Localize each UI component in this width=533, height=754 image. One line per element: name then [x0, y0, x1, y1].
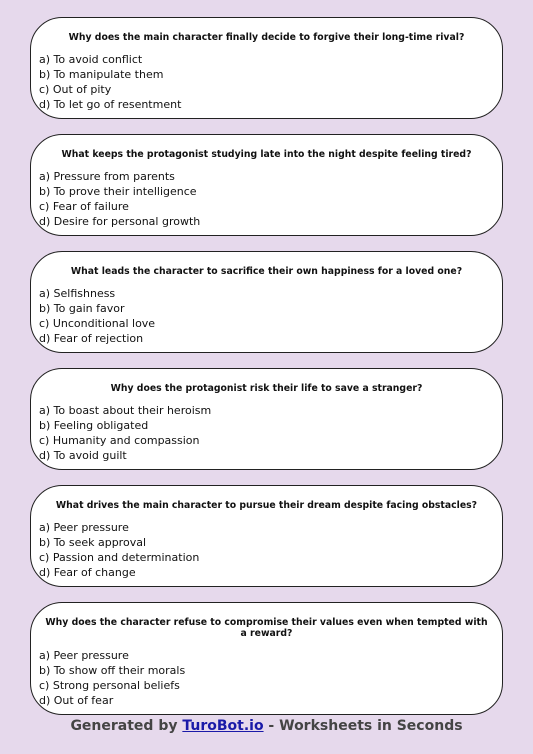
option-c: c) Unconditional love: [39, 317, 156, 330]
option-a: a) Selfishness: [39, 287, 116, 300]
option-d: d) To let go of resentment: [39, 98, 182, 111]
option-b: b) To manipulate them: [39, 68, 164, 81]
option-d: d) Out of fear: [39, 694, 114, 707]
footer-suffix: - Worksheets in Seconds: [263, 718, 463, 734]
option-d: d) Fear of change: [39, 566, 136, 579]
option-c: c) Out of pity: [39, 83, 112, 96]
option-a: a) To boast about their heroism: [39, 404, 212, 417]
option-b: b) To show off their morals: [39, 664, 186, 677]
question-text: What drives the main character to pursue their dream despite facing obstacles?: [55, 500, 478, 511]
question-text: What leads the character to sacrifice their own happiness for a loved one?: [70, 266, 463, 277]
question-card-2: [30, 134, 503, 236]
question-card-6: [30, 602, 503, 715]
option-c: c) Humanity and compassion: [39, 434, 200, 447]
question-card-1: [30, 17, 503, 119]
footer: [0, 718, 533, 734]
option-b: b) To gain favor: [39, 302, 125, 315]
question-text: Why does the main character finally decide to forgive their long-time rival?: [68, 32, 465, 43]
option-a: a) Peer pressure: [39, 521, 129, 534]
turobot-link[interactable]: TuroBot.io: [182, 718, 264, 734]
option-a: a) To avoid conflict: [39, 53, 143, 66]
footer-prefix: Generated by: [70, 718, 183, 734]
question-card-3: [30, 251, 503, 353]
option-b: b) To prove their intelligence: [39, 185, 197, 198]
option-d: d) Desire for personal growth: [39, 215, 201, 228]
question-card-5: [30, 485, 503, 587]
option-a: a) Peer pressure: [39, 649, 129, 662]
question-card-4: [30, 368, 503, 470]
option-b: b) To seek approval: [39, 536, 147, 549]
question-text: What keeps the protagonist studying late into the night despite feeling tired?: [61, 149, 472, 160]
worksheet: [30, 17, 503, 730]
option-c: c) Fear of failure: [39, 200, 129, 213]
question-text: Why does the character refuse to compromise their values even when tempted with a reward?: [45, 617, 488, 639]
option-a: a) Pressure from parents: [39, 170, 175, 183]
question-text: Why does the protagonist risk their life to save a stranger?: [110, 383, 423, 394]
option-c: c) Passion and determination: [39, 551, 200, 564]
option-d: d) To avoid guilt: [39, 449, 127, 462]
option-d: d) Fear of rejection: [39, 332, 144, 345]
option-b: b) Feeling obligated: [39, 419, 149, 432]
option-c: c) Strong personal beliefs: [39, 679, 180, 692]
